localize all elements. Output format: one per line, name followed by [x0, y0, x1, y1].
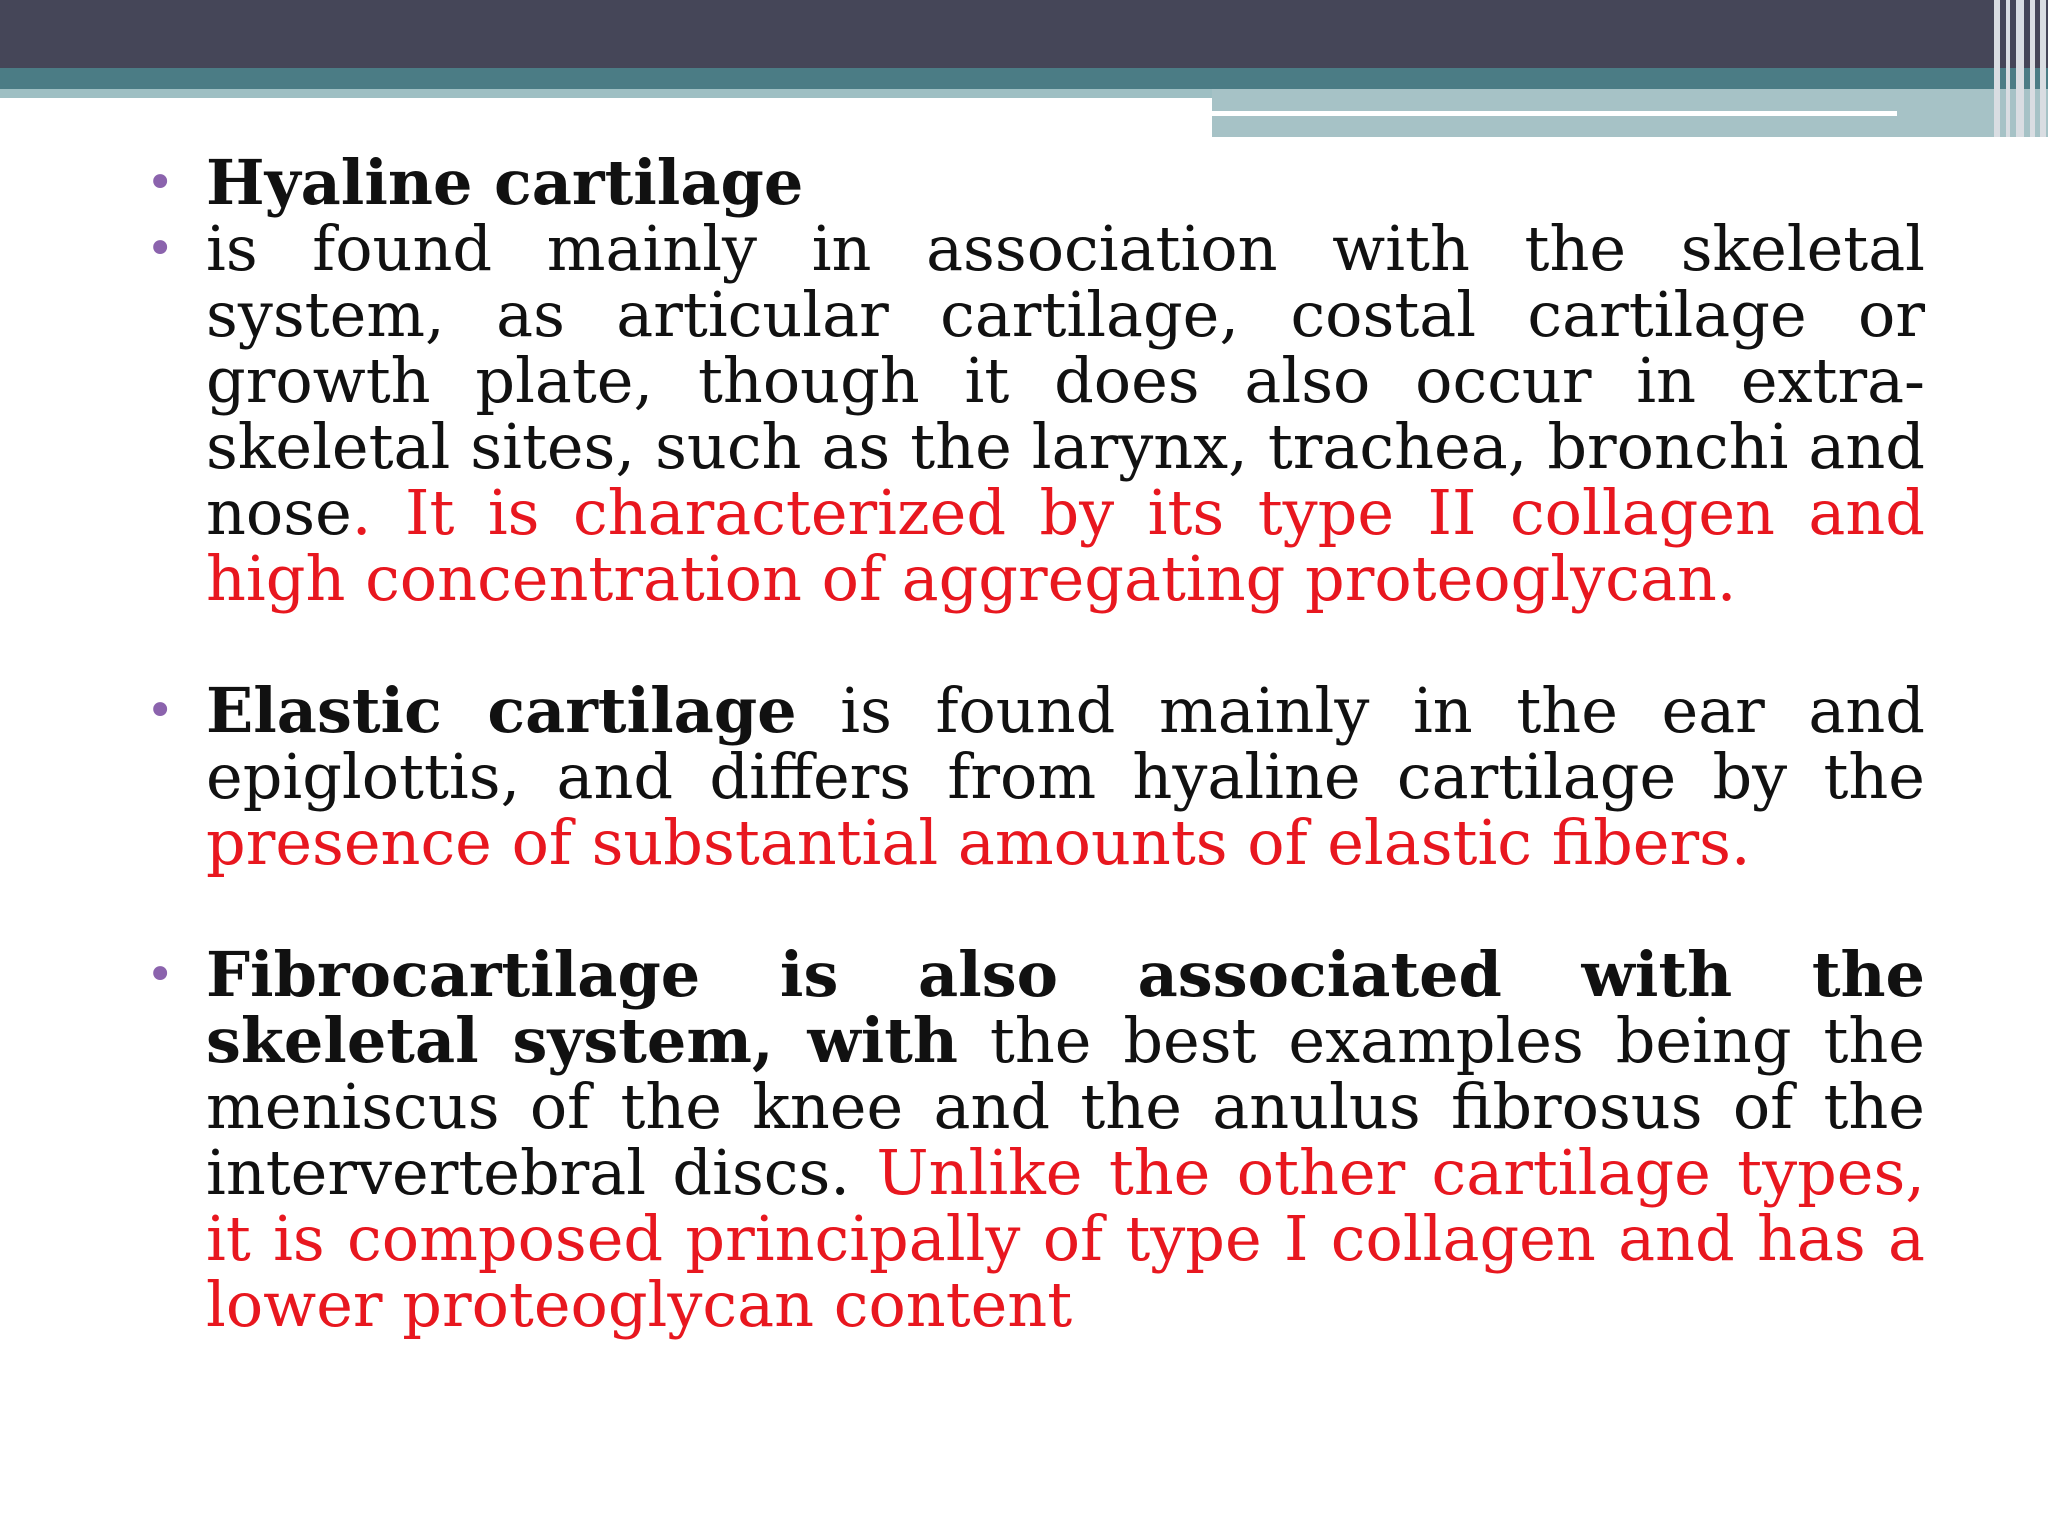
bullet-dot-icon: •	[146, 683, 175, 739]
bullet-dot-icon: •	[146, 947, 175, 1003]
spacer	[140, 876, 1925, 942]
bullet-hyaline-heading	[140, 146, 1925, 219]
elastic-heading: Elastic cartilage	[206, 674, 797, 747]
bullet-fibrocartilage	[140, 938, 1925, 1341]
hyaline-text: is found mainly in association with the skeletal system, as articular cartilage, costal cartilage or growth plate, though it does also occur in extra-skeletal sites, such as the larynx, trachea, bronchi and nose	[206, 212, 1925, 549]
fibro-heading: Fibrocartilage is also associated with the skeletal system, with	[206, 938, 1925, 1077]
bullet-elastic	[140, 674, 1925, 879]
header-vertical-bars	[1990, 0, 2048, 137]
hyaline-heading: Hyaline cartilage	[206, 146, 804, 219]
fibro-red-text: Unlike the other cartilage types, it is composed principally of type I collagen and has a lower proteoglycan content	[206, 1136, 1925, 1341]
fibro-text: the best examples being the meniscus of the knee and the anulus fibrosus of the intervertebral discs.	[206, 1004, 1925, 1209]
header-white-line	[1212, 111, 1897, 116]
elastic-text: is found mainly in the ear and epiglottis, and differs from hyaline cartilage by the	[206, 674, 1925, 813]
elastic-red-text: presence of substantial amounts of elastic fibers.	[206, 806, 1751, 879]
spacer	[140, 612, 1925, 678]
bullet-hyaline-description	[140, 212, 1925, 615]
hyaline-red-text: . It is characterized by its type II collagen and high concentration of aggregating proteoglycan.	[206, 476, 1925, 615]
header-teal-band	[0, 68, 2048, 89]
slide-content	[140, 146, 1925, 1341]
header-dark-band	[0, 0, 2048, 68]
bullet-dot-icon: •	[146, 221, 175, 277]
bullet-dot-icon: •	[146, 155, 175, 211]
header-light-strip	[0, 89, 1212, 98]
